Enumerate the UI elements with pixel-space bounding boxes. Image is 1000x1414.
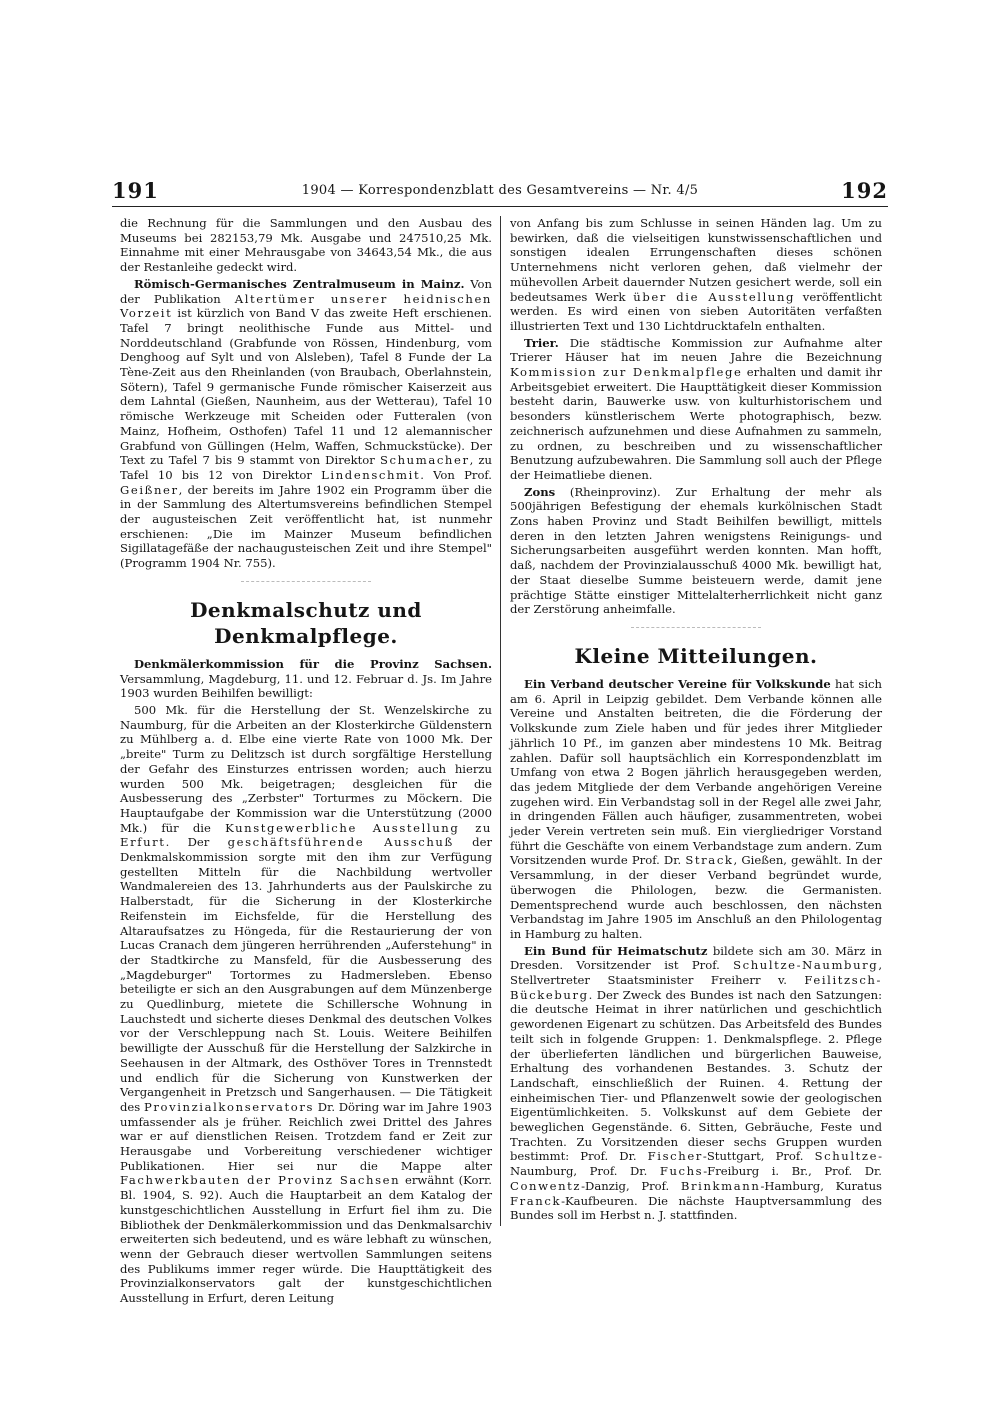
paragraph-zons: Zons (Rheinprovinz). Zur Erhaltung der mehr als 500jährigen Befestigung der ehemals kurkölnischen Stadt Zons haben Provinz und Stadt Beihilfen bewilligt, mittels deren in den letzten Jahren wenigstens Reinigungs- und Sicherungsarbeiten ausgeführt werden konnten. Man hofft, daß, nachdem der Provinzialausschuß 4000 Mk. bewilligt hat, der Staat dieselbe Summe beisteuern werde, damit jene prächtige Stätte einstiger Mittelalterherrlichkeit nicht ganz der Zerstörung anheimfalle. <box>510 484 882 617</box>
section-separator <box>241 581 371 583</box>
paragraph-heading: Zons <box>524 484 556 499</box>
page-number-left: 191 <box>112 178 159 203</box>
page-number-right: 192 <box>841 178 888 203</box>
paragraph-erfurt-continuation: von Anfang bis zum Schlusse in seinen Händen lag. Um zu bewirken, daß die vielseitigen kunstwissenschaftlichen und sonstigen idealen Errungenschaften dieses schönen Unternehmens nicht verloren gehen, daß vielmehr der mühevollen Arbeit dauernder Nutzen gesichert werde, soll ein bedeutsames Werk über die Ausstellung veröffentlicht werden. Es wird einen von sieben Autoritäten verfaßten illustrierten Text und 130 Lichtdrucktafeln enthalten. <box>510 216 882 333</box>
section-title-kleine-mitteilungen: Kleine Mitteilungen. <box>574 643 818 668</box>
paragraph-heading: Trier. <box>524 335 559 350</box>
left-column <box>120 216 492 1306</box>
header-rule <box>112 206 888 207</box>
paragraph-heading: Römisch-Germanisches Zentralmuseum in Mainz. <box>134 276 465 291</box>
paragraph-rgzm: Römisch-Germanisches Zentralmuseum in Mainz. Von der Publikation Altertümer unserer heidnischen Vorzeit ist kürzlich von Band V das zweite Heft erschienen. Tafel 7 bringt neolithische Funde aus Mittel- und Norddeutschland (Grabfunde von Rössen, Hindenburg, vom Denghoog auf Sylt und von Alsleben), Tafel 8 Funde der La Tène-Zeit aus den Rheinlanden (von Braubach, Oberlahnstein, Sötern), Tafel 9 germanische Funde römischer Kaiserzeit aus dem Lahntal (Gießen, Naunheim, aus der Wetterau), Tafel 10 römische Werkzeuge mit Scheiden oder Futteralen (von Mainz, Hofheim, Osthofen) Tafel 11 und 12 alemannischer Grabfund von Güllingen (Helm, Waffen, Schmuckstücke). Der Text zu Tafel 7 bis 9 stammt von Direktor Schumacher, zu Tafel 10 bis 12 von Direktor Lindenschmit. Von Prof. Geißner, der bereits im Jahre 1902 ein Programm über die in der Sammlung des Altertumsvereins befindlichen Stempel der augusteischen Zeit veröffentlicht hat, ist nunmehr erschienen: „Die im Mainzer Museum befindlichen Sigillatagefäße der nachaugusteischen Zeit und ihre Stempel" (Programm 1904 Nr. 755). <box>120 276 492 571</box>
column-divider <box>500 216 501 1226</box>
paragraph-heading: Ein Bund für Heimatschutz <box>524 943 708 958</box>
right-column <box>510 216 882 1223</box>
section-separator <box>631 627 761 629</box>
paragraph-heading: Denkmälerkommission für die Provinz Sachsen. <box>134 656 492 671</box>
paragraph-sachsen-commission: Denkmälerkommission für die Provinz Sachsen. Versammlung, Magdeburg, 11. und 12. Februar d. Js. Im Jahre 1903 wurden Beihilfen bewilligt: <box>120 656 492 701</box>
running-title: 1904 — Korrespondenzblatt des Gesamtvereins — Nr. 4/5 <box>301 183 699 198</box>
paragraph-subsidies: 500 Mk. für die Herstellung der St. Wenzelskirche zu Naumburg, für die Arbeiten an der Klosterkirche Güldenstern zu Mühlberg a. d. Elbe eine vierte Rate von 1000 Mk. Der „breite" Turm zu Delitzsch ist durch sorgfältige Herstellung der Gefahr des Einsturzes entrissen worden; auch hierzu wurden 500 Mk. beigetragen; desgleichen für die Ausbesserung des „Zerbster" Torturmes zu Möckern. Die Hauptaufgabe der Kommission war die Unterstützung (2000 Mk.) für die Kunstgewerbliche Ausstellung zu Erfurt. Der geschäftsführende Ausschuß der Denkmalskommission sorgte mit den ihm zur Verfügung gestellten Mitteln für die Nachbildung wertvoller Wandmalereien des 13. Jahrhunderts aus der Paulskirche zu Halberstadt, für die Sicherung in der Klosterkirche Reifenstein im Eichsfelde, für die Herstellung des Altaraufsatzes zu Höngeda, für die Restaurierung der von Lucas Cranach dem jüngeren herrührenden „Auferstehung" in der Stadtkirche zu Mansfeld, für die Ausbesserung des „Magdeburger" Tortormes zu Hadmersleben. Ebenso beteiligte er sich an den Ausgrabungen auf dem Münzenberge zu Quedlinburg, mietete die Schillersche Wohnung in Lauchstedt und sicherte dieses Denkmal des deutschen Volkes vor der Verschleppung nach St. Louis. Weitere Beihilfen bewilligte der Ausschuß für die Herstellung der Salzkirche in Seehausen in der Altmark, des Osthöver Tores in Trennstedt und endlich für die Sicherung von Kunstwerken der Vergangenheit in Pretzsch und Sangerhausen. — Die Tätigkeit des Provinzialkonservators Dr. Döring war im Jahre 1903 umfassender als je früher. Reichlich zwei Drittel des Jahres war er auf dienstlichen Reisen. Trotzdem fand er Zeit zur Herausgabe und Vorbereitung verschiedener wichtiger Publikationen. Hier sei nur die Mappe alter Fachwerkbauten der Provinz Sachsen erwähnt (Korr. Bl. 1904, S. 92). Auch die Hauptarbeit an dem Katalog der kunstgeschichtlichen Ausstellung in Erfurt fiel ihm zu. Die Bibliothek der Denkmälerkommission und das Denkmalsarchiv erweiterten sich bedeutend, und es wäre lebhaft zu wünschen, wenn der Gebrauch dieser wertvollen Sammlungen seitens des Publikums immer reger würde. Die Haupttätigkeit des Provinzialkonservators galt der kunstgeschichtlichen Ausstellung in Erfurt, deren Leitung <box>120 702 493 1306</box>
paragraph-trier: Trier. Die städtische Kommission zur Aufnahme alter Trierer Häuser hat im neuen Jahre die Bezeichnung Kommission zur Denkmalpflege erhalten und damit ihr Arbeitsgebiet erweitert. Die Haupttätigkeit dieser Kommission besteht darin, Bauwerke usw. von kulturhistorischem und besonders künstlerischem Werte photographisch, bezw. zeichnerisch aufzunehmen und diese Aufnahmen zu sammeln, zu ordnen, zu beschreiben und zu wissenschaftlicher Benutzung aufzubewahren. Die Sammlung soll auch der Pflege der Heimatliebe dienen. <box>510 335 882 482</box>
paragraph-volkskunde: Ein Verband deutscher Vereine für Volkskunde hat sich am 6. April in Leipzig gebildet. Dem Verbande können alle Vereine und Anstalten beitreten, die die Förderung der Volkskunde zum Ziele haben und für jedes ihrer Mitglieder jährlich 10 Pf., im ganzen aber mindestens 10 Mk. Beitrag zahlen. Dafür soll hauptsächlich ein Korrespondenzblatt im Umfang von etwa 2 Bogen jährlich herausgegeben werden, das jedem Mitgliede der dem Verbande angehörigen Vereine zugehen wird. Ein Verbandstag soll in der Regel alle zwei Jahr, in dringenden Fällen auch häufiger, zusammentreten, wobei jeder Verein vertreten sein muß. Ein viergliedriger Vorstand führt die Geschäfte von einem Verbandstage zum andern. Zum Vorsitzenden wurde Prof. Dr. Strack, Gießen, gewählt. In der Versammlung, in der dieser Verband begründet wurde, überwogen die Philologen, bezw. die Germanisten. Dementsprechend wurde auch beschlossen, den nächsten Verbandstag im Jahre 1905 im Anschluß an den Philologentag in Hamburg zu halten. <box>510 676 883 941</box>
paragraph-museum-accounts: die Rechnung für die Sammlungen und den Ausbau des Museums bei 282153,79 Mk. Ausgabe und 247510,25 Mk. Einnahme mit einer Mehrausgabe von 34643,54 Mk., die aus der Restanleihe gedeckt wird. <box>120 216 492 275</box>
paragraph-heimatschutz: Ein Bund für Heimatschutz bildete sich am 30. März in Dresden. Vorsitzender ist Prof. Schultze-Naumburg, Stellvertreter Staatsminister Freiherr v. Feilitzsch-Bückeburg. Der Zweck des Bundes ist nach den Satzungen: die deutsche Heimat in ihrer natürlichen und geschichtlich gewordenen Eigenart zu schützen. Das Arbeitsfeld des Bundes teilt sich in folgende Gruppen: 1. Denkmalspflege. 2. Pflege der überlieferten ländlichen und bürgerlichen Bauweise, Erhaltung des vorhandenen Bestandes. 3. Schutz der Landschaft, einschließlich der Ruinen. 4. Rettung der einheimischen Tier- und Pflanzenwelt sowie der geologischen Eigentümlichkeiten. 5. Volkskunst auf dem Gebiete der beweglichen Gegenstände. 6. Sitten, Gebräuche, Feste und Trachten. Zu Vorsitzenden dieser sechs Gruppen wurden bestimmt: Prof. Dr. Fischer-Stuttgart, Prof. Schultze-Naumburg, Prof. Dr. Fuchs-Freiburg i. Br., Prof. Dr. Conwentz-Danzig, Prof. Brinkmann-Hamburg, Kuratus Franck-Kaufbeuren. Die nächste Hauptversammlung des Bundes soll im Herbst n. J. stattfinden. <box>510 943 883 1223</box>
paragraph-heading: Ein Verband deutscher Vereine für Volkskunde <box>524 676 831 691</box>
section-title-denkmalschutz: Denkmalschutz und Denkmalpflege. <box>190 597 422 648</box>
